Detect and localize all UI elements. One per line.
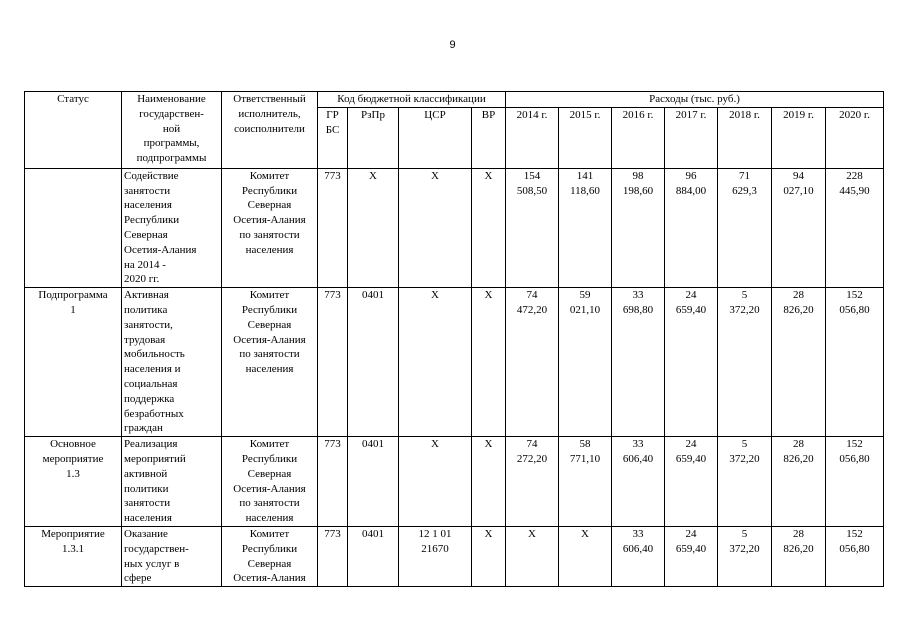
- budget-table: [24, 91, 884, 587]
- row-name: Реализация мероприятий активной политики занятости населения: [122, 437, 222, 527]
- header-row-1: [25, 92, 884, 108]
- header-csr: ЦСР: [399, 107, 472, 168]
- header-executor: Ответственный исполнитель, соисполнители: [222, 92, 318, 169]
- row-vr: Х: [472, 437, 506, 527]
- row-csr: Х: [399, 437, 472, 527]
- row-value-2020: 152 056,80: [826, 437, 884, 527]
- row-executor: Комитет Республики Северная Осетия-Алания по занятости населения: [222, 288, 318, 437]
- row-value-2016: 33 606,40: [612, 526, 665, 586]
- row-executor: Комитет Республики Северная Осетия-Алания по занятости населения: [222, 168, 318, 287]
- row-name: Активная политика занятости, трудовая мобильность населения и социальная поддержка безработных граждан: [122, 288, 222, 437]
- header-year: 2015 г.: [559, 107, 612, 168]
- row-rzpr: 0401: [348, 526, 399, 586]
- row-value-2019: 28 826,20: [772, 288, 826, 437]
- header-year: 2016 г.: [612, 107, 665, 168]
- row-vr: Х: [472, 168, 506, 287]
- row-grbs: 773: [318, 437, 348, 527]
- row-value-2015: Х: [559, 526, 612, 586]
- header-year: 2017 г.: [665, 107, 718, 168]
- row-value-2018: 5 372,20: [718, 288, 772, 437]
- header-year: 2020 г.: [826, 107, 884, 168]
- row-value-2014: 74 472,20: [506, 288, 559, 437]
- row-csr: Х: [399, 168, 472, 287]
- header-grbs: ГР БС: [318, 107, 348, 168]
- row-value-2018: 5 372,20: [718, 437, 772, 527]
- row-value-2016: 33 698,80: [612, 288, 665, 437]
- row-value-2017: 24 659,40: [665, 288, 718, 437]
- row-value-2019: 28 826,20: [772, 526, 826, 586]
- row-vr: Х: [472, 526, 506, 586]
- row-csr: Х: [399, 288, 472, 437]
- table-row: [25, 168, 884, 287]
- row-value-2020: 152 056,80: [826, 526, 884, 586]
- table-row: [25, 526, 884, 586]
- row-value-2020: 152 056,80: [826, 288, 884, 437]
- header-status: Статус: [25, 92, 122, 169]
- header-name: Наименование государствен- ной программы, подпрограммы: [122, 92, 222, 169]
- row-value-2014: 74 272,20: [506, 437, 559, 527]
- row-value-2016: 33 606,40: [612, 437, 665, 527]
- header-vr: ВР: [472, 107, 506, 168]
- row-value-2015: 141 118,60: [559, 168, 612, 287]
- row-name: Оказание государствен- ных услуг в сфере: [122, 526, 222, 586]
- row-value-2015: 59 021,10: [559, 288, 612, 437]
- row-value-2018: 5 372,20: [718, 526, 772, 586]
- row-vr: Х: [472, 288, 506, 437]
- row-executor: Комитет Республики Северная Осетия-Алания по занятости населения: [222, 437, 318, 527]
- row-value-2020: 228 445,90: [826, 168, 884, 287]
- row-grbs: 773: [318, 168, 348, 287]
- row-value-2017: 96 884,00: [665, 168, 718, 287]
- row-status: [25, 168, 122, 287]
- row-status: Мероприятие 1.3.1: [25, 526, 122, 586]
- page-number: 9: [449, 39, 456, 51]
- row-value-2019: 28 826,20: [772, 437, 826, 527]
- table-row: [25, 288, 884, 437]
- header-expenses: Расходы (тыс. руб.): [506, 92, 884, 108]
- row-rzpr: 0401: [348, 437, 399, 527]
- row-rzpr: 0401: [348, 288, 399, 437]
- row-value-2014: 154 508,50: [506, 168, 559, 287]
- header-year: 2019 г.: [772, 107, 826, 168]
- header-year: 2014 г.: [506, 107, 559, 168]
- row-name: Содействие занятости населения Республики Северная Осетия-Алания на 2014 - 2020 гг.: [122, 168, 222, 287]
- row-csr: 12 1 01 21670: [399, 526, 472, 586]
- row-value-2018: 71 629,3: [718, 168, 772, 287]
- row-value-2019: 94 027,10: [772, 168, 826, 287]
- row-executor: Комитет Республики Северная Осетия-Алания: [222, 526, 318, 586]
- row-grbs: 773: [318, 526, 348, 586]
- row-value-2016: 98 198,60: [612, 168, 665, 287]
- row-grbs: 773: [318, 288, 348, 437]
- row-value-2017: 24 659,40: [665, 526, 718, 586]
- row-value-2017: 24 659,40: [665, 437, 718, 527]
- row-status: Основное мероприятие 1.3: [25, 437, 122, 527]
- header-budget-code: Код бюджетной классификации: [318, 92, 506, 108]
- table-row: [25, 437, 884, 527]
- row-status: Подпрограмма 1: [25, 288, 122, 437]
- row-rzpr: Х: [348, 168, 399, 287]
- row-value-2014: Х: [506, 526, 559, 586]
- header-year: 2018 г.: [718, 107, 772, 168]
- header-rzpr: РзПр: [348, 107, 399, 168]
- row-value-2015: 58 771,10: [559, 437, 612, 527]
